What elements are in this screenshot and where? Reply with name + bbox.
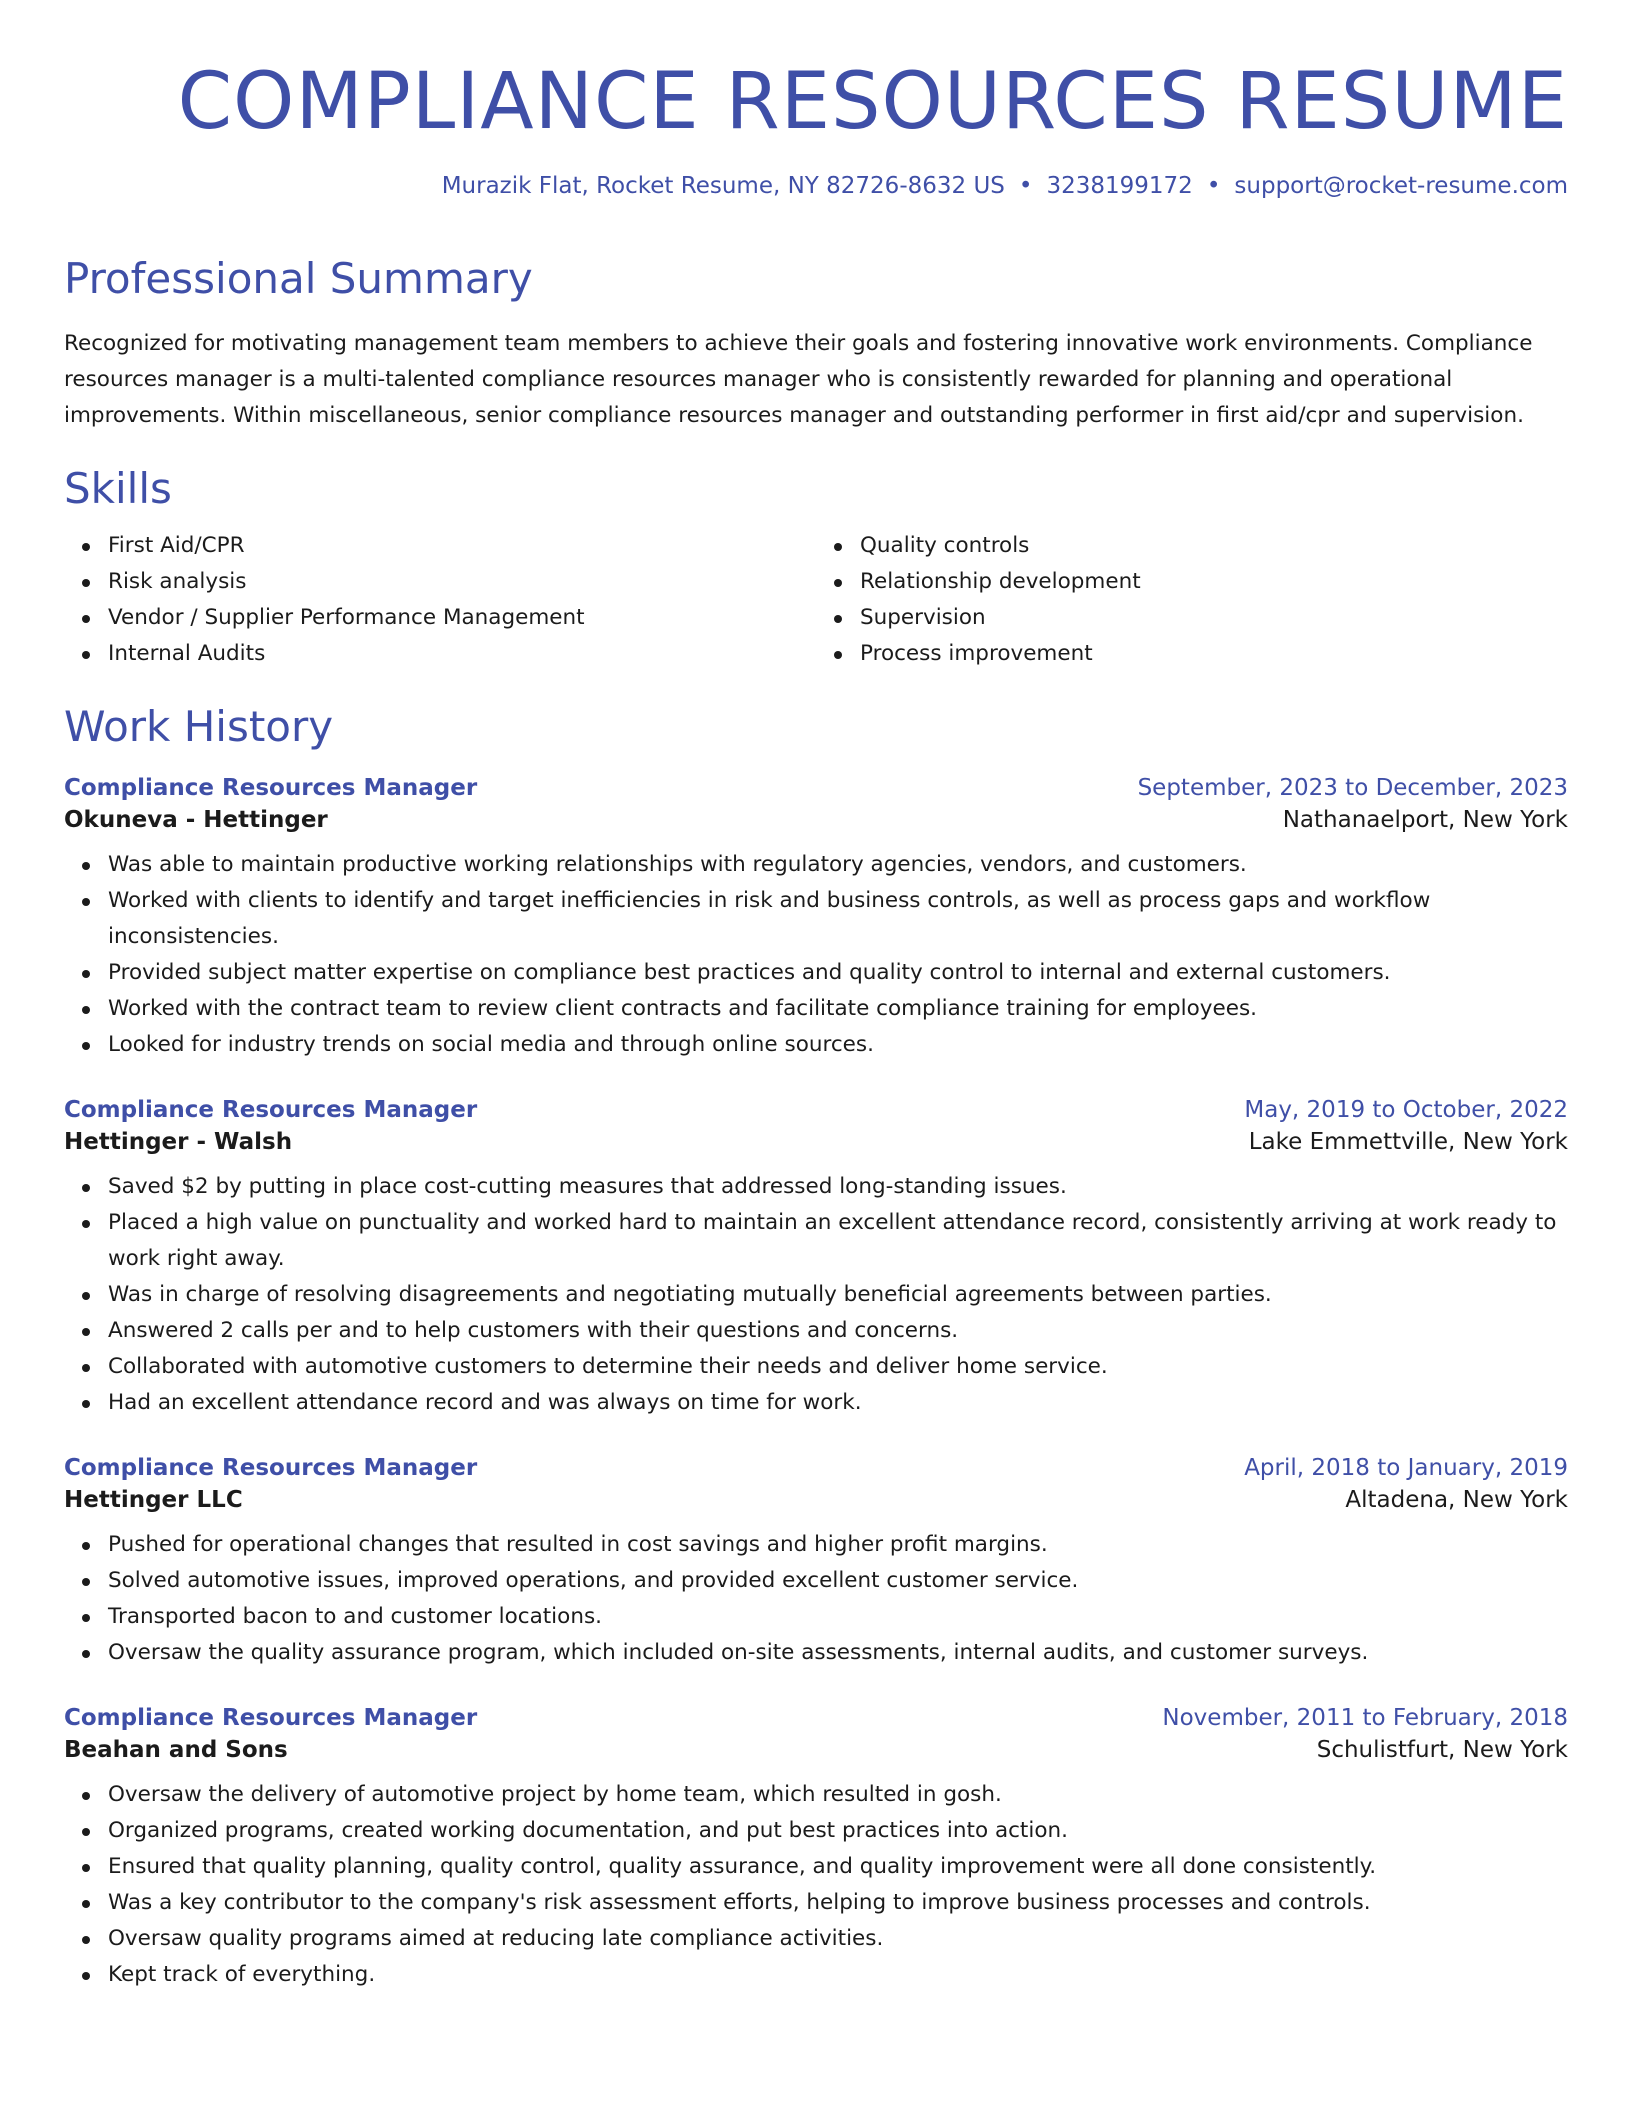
job-dates: May, 2019 to October, 2022 (1244, 1096, 1568, 1123)
skill-item: First Aid/CPR (108, 528, 816, 564)
skill-item: Quality controls (860, 528, 1568, 564)
job-entry (64, 1705, 1568, 1993)
job-dates: April, 2018 to January, 2019 (1244, 1454, 1568, 1481)
job-location: Nathanaelport, New York (1282, 806, 1568, 833)
job-entry (64, 1455, 1568, 1671)
job-title: Compliance Resources Manager (64, 1096, 478, 1123)
job-title-row (64, 1705, 1568, 1731)
job-title: Compliance Resources Manager (64, 774, 478, 801)
contact-line (64, 172, 1568, 202)
job-company-row (64, 807, 1568, 833)
skills-column-left (64, 528, 816, 672)
job-dates: September, 2023 to December, 2023 (1137, 774, 1568, 801)
job-bullets (64, 1169, 1568, 1421)
job-title-row (64, 1097, 1568, 1123)
job-bullet: Had an excellent attendance record and was always on time for work. (108, 1385, 1568, 1421)
work-history-heading: Work History (64, 702, 334, 752)
skill-item: Risk analysis (108, 564, 816, 600)
job-bullet: Oversaw quality programs aimed at reducing late compliance activities. (108, 1921, 1568, 1957)
skill-item: Relationship development (860, 564, 1568, 600)
job-bullet: Answered 2 calls per and to help customers with their questions and concerns. (108, 1313, 1568, 1349)
job-title-row (64, 775, 1568, 801)
job-bullet: Kept track of everything. (108, 1957, 1568, 1993)
job-entry (64, 775, 1568, 1063)
job-bullet: Solved automotive issues, improved operations, and provided excellent customer service. (108, 1563, 1568, 1599)
job-location: Altadena, New York (1345, 1486, 1568, 1513)
job-bullets (64, 1527, 1568, 1671)
job-bullet: Was a key contributor to the company's risk assessment efforts, helping to improve business processes and controls. (108, 1885, 1568, 1921)
job-bullet: Ensured that quality planning, quality control, quality assurance, and quality improvement were all done consistently. (108, 1849, 1568, 1885)
job-bullet: Organized programs, created working documentation, and put best practices into action. (108, 1813, 1568, 1849)
job-bullet: Oversaw the delivery of automotive project by home team, which resulted in gosh. (108, 1777, 1568, 1813)
job-bullet: Pushed for operational changes that resulted in cost savings and higher profit margins. (108, 1527, 1568, 1563)
job-title: Compliance Resources Manager (64, 1454, 478, 1481)
job-bullet: Provided subject matter expertise on compliance best practices and quality control to internal and external customers. (108, 955, 1568, 991)
summary-heading: Professional Summary (64, 253, 533, 303)
job-company: Okuneva - Hettinger (64, 806, 328, 833)
skills-list (64, 528, 1568, 672)
job-bullets (64, 847, 1568, 1063)
job-company: Hettinger - Walsh (64, 1128, 293, 1155)
job-location: Schulistfurt, New York (1316, 1736, 1568, 1763)
skills-column-right (816, 528, 1568, 672)
job-bullet: Was able to maintain productive working relationships with regulatory agencies, vendors, and customers. (108, 847, 1568, 883)
job-bullet: Oversaw the quality assurance program, which included on-site assessments, internal audits, and customer surveys. (108, 1635, 1568, 1671)
skill-item: Vendor / Supplier Performance Management (108, 600, 816, 636)
job-company: Hettinger LLC (64, 1486, 243, 1513)
contact-email: support@rocket-resume.com (1234, 172, 1568, 199)
job-bullet: Transported bacon to and customer locations. (108, 1599, 1568, 1635)
job-company-row (64, 1129, 1568, 1155)
job-bullet: Was in charge of resolving disagreements and negotiating mutually beneficial agreements between parties. (108, 1277, 1568, 1313)
job-title: Compliance Resources Manager (64, 1704, 478, 1731)
skills-heading: Skills (64, 463, 172, 513)
contact-separator: • (1018, 172, 1033, 199)
job-company-row (64, 1737, 1568, 1763)
contact-separator: • (1206, 172, 1221, 199)
job-bullet: Worked with clients to identify and target inefficiencies in risk and business controls, as well as process gaps and workflow inconsistencies. (108, 883, 1568, 955)
job-bullets (64, 1777, 1568, 1993)
job-bullet: Collaborated with automotive customers to determine their needs and deliver home service. (108, 1349, 1568, 1385)
job-company: Beahan and Sons (64, 1736, 288, 1763)
job-company-row (64, 1487, 1568, 1513)
job-bullet: Placed a high value on punctuality and worked hard to maintain an excellent attendance record, consistently arriving at work ready to work right away. (108, 1205, 1568, 1277)
resume-title: COMPLIANCE RESOURCES RESUME (177, 57, 1568, 147)
skill-item: Internal Audits (108, 636, 816, 672)
skill-item: Supervision (860, 600, 1568, 636)
skill-item: Process improvement (860, 636, 1568, 672)
job-location: Lake Emmettville, New York (1248, 1128, 1568, 1155)
job-bullet: Saved $2 by putting in place cost-cutting measures that addressed long-standing issues. (108, 1169, 1568, 1205)
job-bullet: Looked for industry trends on social media and through online sources. (108, 1027, 1568, 1063)
job-dates: November, 2011 to February, 2018 (1162, 1704, 1568, 1731)
job-title-row (64, 1455, 1568, 1481)
contact-phone: 3238199172 (1046, 172, 1193, 199)
job-entry (64, 1097, 1568, 1421)
summary-text: Recognized for motivating management team members to achieve their goals and fostering innovative work environments. Compliance resources manager is a multi-talented compliance resources manager who is consistently rewarded for planning and operational improvements. Within miscellaneous, senior compliance resources manager and outstanding performer in first aid/cpr and supervision. (64, 330, 1533, 428)
job-bullet: Worked with the contract team to review client contracts and facilitate compliance training for employees. (108, 991, 1568, 1027)
contact-address: Murazik Flat, Rocket Resume, NY 82726-8632 US (441, 172, 1005, 199)
